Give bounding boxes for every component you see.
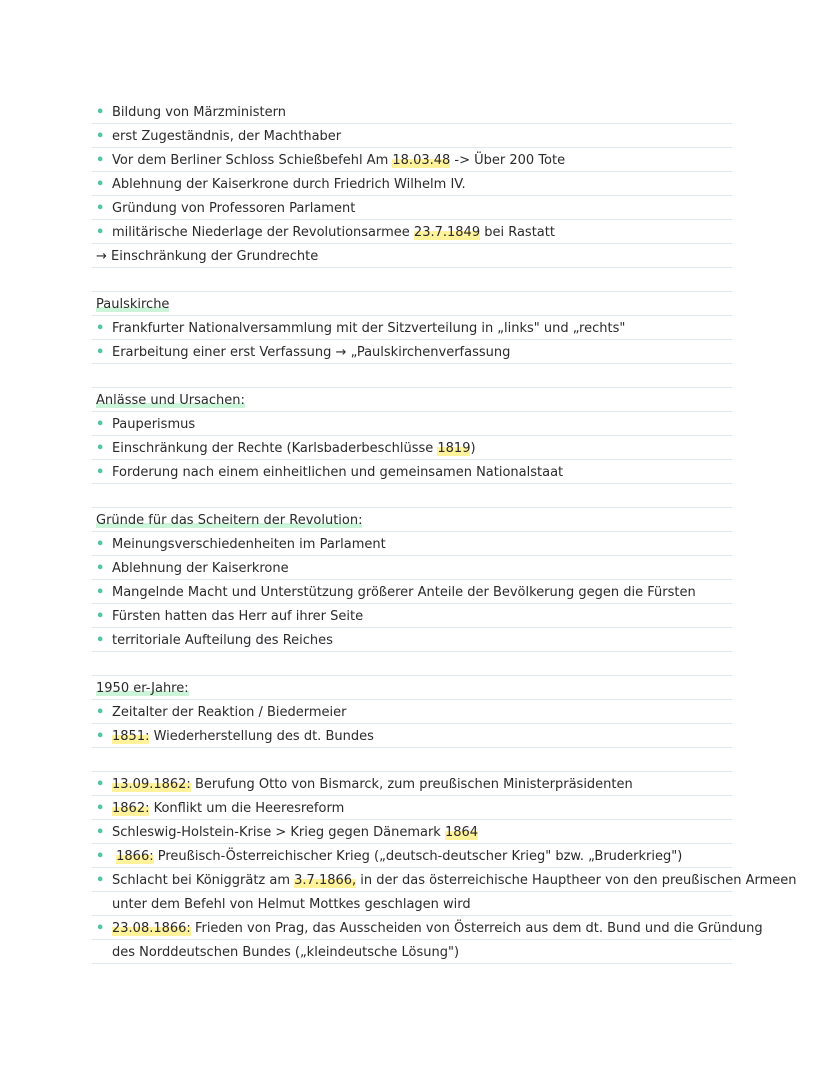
bullet-item (96, 101, 736, 125)
bullet-icon: • (96, 153, 105, 168)
line-text (112, 849, 682, 864)
blank-line (96, 749, 736, 773)
bullet-icon: • (96, 345, 105, 360)
bullet-icon: • (96, 201, 105, 216)
bullet-icon: • (96, 801, 105, 816)
note-line (96, 941, 736, 965)
bullet-item (96, 629, 736, 653)
bullet-item (96, 725, 736, 749)
highlighted-date: 1866: (116, 849, 154, 864)
bullet-item (96, 341, 736, 365)
text-segment: Bildung von Märzministern (112, 105, 286, 120)
blank-line (96, 653, 736, 677)
line-text (112, 609, 363, 624)
text-segment: Berufung Otto von Bismarck, zum preußischen Ministerpräsidenten (190, 777, 633, 792)
line-text (112, 921, 763, 936)
text-segment: Mangelnde Macht und Unterstützung größerer Anteile der Bevölkerung gegen die Fürsten (112, 585, 696, 600)
line-text (112, 417, 195, 432)
blank-line (96, 365, 736, 389)
line-text (112, 561, 289, 576)
bullet-item (96, 821, 736, 845)
text-segment: Ablehnung der Kaiserkrone durch Friedrich Wilhelm IV. (112, 177, 466, 192)
bullet-item (96, 581, 736, 605)
line-text (112, 129, 341, 144)
text-segment: Ablehnung der Kaiserkrone (112, 561, 289, 576)
text-segment: 1950 er-Jahre: (96, 681, 189, 696)
bullet-icon: • (96, 777, 105, 792)
line-text (112, 345, 510, 360)
text-segment: -> Über 200 Tote (450, 153, 566, 168)
bullet-item (96, 605, 736, 629)
line-text (112, 465, 563, 480)
page-margin-right (732, 0, 828, 1071)
text-segment: Vor dem Berliner Schloss Schießbefehl Am (112, 153, 393, 168)
text-segment: Meinungsverschiedenheiten im Parlament (112, 537, 386, 552)
line-text (112, 321, 625, 336)
bullet-item (96, 557, 736, 581)
bullet-icon: • (96, 825, 105, 840)
line-text (112, 153, 565, 168)
bullet-icon: • (96, 225, 105, 240)
line-text (96, 249, 318, 264)
line-text (112, 201, 355, 216)
line-text (112, 441, 476, 456)
line-text (112, 585, 696, 600)
text-segment: Wiederherstellung des dt. Bundes (149, 729, 374, 744)
bullet-item (96, 149, 736, 173)
text-segment: Paulskirche (96, 297, 170, 312)
bullet-icon: • (96, 705, 105, 720)
text-segment: Schleswig-Holstein-Krise > Krieg gegen Dänemark (112, 825, 445, 840)
line-text (96, 513, 362, 528)
text-segment: unter dem Befehl von Helmut Mottkes geschlagen wird (112, 897, 471, 912)
highlighted-date: 1862: (112, 801, 150, 816)
highlighted-date: 1851: (112, 729, 150, 744)
text-segment: Anlässe und Ursachen: (96, 393, 245, 408)
bullet-icon: • (96, 873, 105, 888)
page-margin-left (0, 0, 92, 1071)
highlighted-date: 1864 (444, 825, 479, 840)
line-text (96, 393, 245, 408)
bullet-icon: • (96, 729, 105, 744)
bullet-icon: • (96, 609, 105, 624)
blank-line (96, 485, 736, 509)
bullet-item (96, 197, 736, 221)
text-segment: ) (470, 441, 476, 456)
text-segment: → Einschränkung der Grundrechte (96, 249, 319, 264)
bullet-icon: • (96, 129, 105, 144)
text-segment: erst Zugeständnis, der Machthaber (112, 129, 342, 144)
line-text (112, 945, 459, 960)
bullet-icon: • (96, 849, 105, 864)
bullet-icon: • (96, 633, 105, 648)
text-segment: Gründung von Professoren Parlament (112, 201, 356, 216)
section-heading (96, 677, 736, 701)
section-heading (96, 509, 736, 533)
line-text (112, 537, 386, 552)
bullet-item (96, 437, 736, 461)
text-segment: Frankfurter Nationalversammlung mit der Sitzverteilung in „links" und „rechts" (112, 321, 626, 336)
highlighted-date: 23.08.1866: (112, 921, 191, 936)
text-segment: in der das österreichische Hauptheer von den preußischen Armeen (356, 873, 797, 888)
text-segment: Einschränkung der Rechte (Karlsbaderbeschlüsse (112, 441, 438, 456)
line-text (112, 777, 633, 792)
line-text (112, 105, 286, 120)
bullet-item (96, 461, 736, 485)
note-line (96, 893, 736, 917)
bullet-item (96, 125, 736, 149)
bullet-item (96, 413, 736, 437)
text-segment: Pauperismus (112, 417, 196, 432)
bullet-icon: • (96, 177, 105, 192)
line-text (112, 633, 333, 648)
text-segment: Fürsten hatten das Herr auf ihrer Seite (112, 609, 364, 624)
section-heading (96, 389, 736, 413)
line-text (112, 873, 797, 888)
text-segment: Schlacht bei Königgrätz am (112, 873, 295, 888)
bullet-icon: • (96, 321, 105, 336)
bullet-item (96, 845, 736, 869)
line-text (112, 729, 374, 744)
text-segment: militärische Niederlage der Revolutionsarmee (112, 225, 414, 240)
highlighted-date: 18.03.48 (392, 153, 451, 168)
bullet-icon: • (96, 561, 105, 576)
highlighted-date: 13.09.1862: (112, 777, 191, 792)
bullet-icon: • (96, 465, 105, 480)
bullet-icon: • (96, 921, 105, 936)
text-segment: territoriale Aufteilung des Reiches (112, 633, 333, 648)
line-text (112, 225, 555, 240)
bullet-item (96, 773, 736, 797)
bullet-icon: • (96, 537, 105, 552)
bullet-item (96, 173, 736, 197)
bullet-item (96, 701, 736, 725)
text-segment: des Norddeutschen Bundes („kleindeutsche Lösung") (112, 945, 460, 960)
line-text (96, 681, 189, 696)
bullet-icon: • (96, 105, 105, 120)
bullet-icon: • (96, 441, 105, 456)
line-text (112, 705, 347, 720)
text-segment: Erarbeitung einer erst Verfassung → „Paulskirchenverfassung (112, 345, 511, 360)
bullet-item (96, 797, 736, 821)
bullet-item (96, 221, 736, 245)
highlighted-date: 1819 (437, 441, 471, 456)
text-segment: Konflikt um die Heeresreform (149, 801, 345, 816)
text-segment: Forderung nach einem einheitlichen und gemeinsamen Nationalstaat (112, 465, 564, 480)
text-segment: Gründe für das Scheitern der Revolution: (96, 513, 363, 528)
bullet-item (96, 869, 797, 893)
line-text (112, 897, 471, 912)
bullet-icon: • (96, 585, 105, 600)
bullet-item (96, 533, 736, 557)
notes-content (96, 101, 797, 965)
line-text (112, 177, 466, 192)
note-line (96, 245, 736, 269)
line-text (112, 801, 344, 816)
blank-line (96, 269, 736, 293)
text-segment: Preußisch-Österreichischer Krieg („deutsch-deutscher Krieg" bzw. „Bruderkrieg") (153, 849, 683, 864)
bullet-item (96, 917, 763, 941)
highlighted-date: 23.7.1849 (413, 225, 481, 240)
line-text (112, 825, 478, 840)
line-text (96, 297, 169, 312)
text-segment: bei Rastatt (480, 225, 555, 240)
text-segment: Zeitalter der Reaktion / Biedermeier (112, 705, 347, 720)
bullet-icon: • (96, 417, 105, 432)
text-segment: Frieden von Prag, das Ausscheiden von Österreich aus dem dt. Bund und die Gründung (190, 921, 763, 936)
section-heading (96, 293, 736, 317)
highlighted-date: 3.7.1866, (294, 873, 357, 888)
bullet-item (96, 317, 736, 341)
